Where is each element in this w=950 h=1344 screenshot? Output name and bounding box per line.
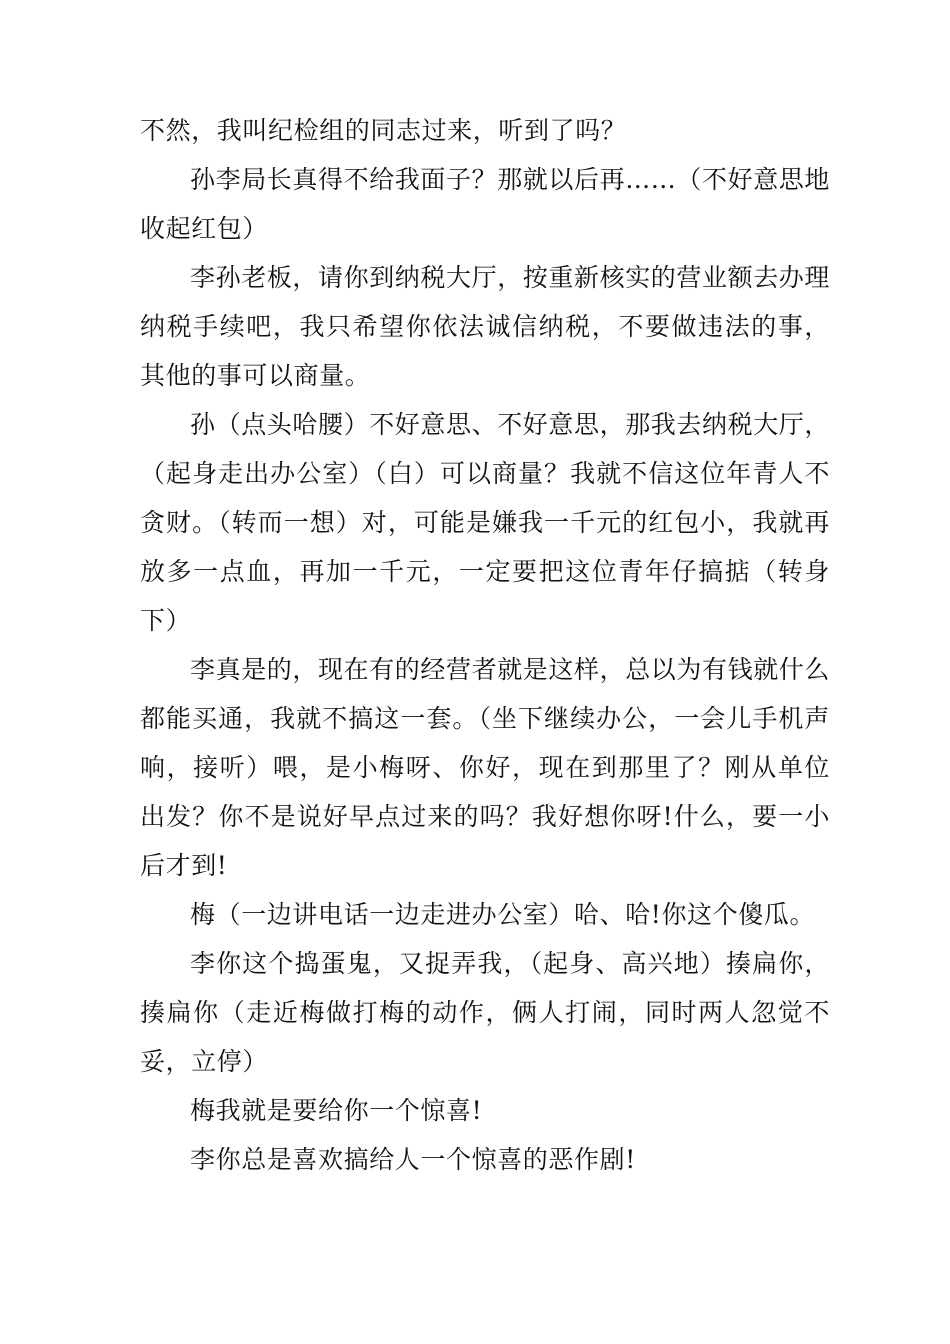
paragraph-6: 梅（一边讲电话一边走进办公室）哈、哈!你这个傻瓜。 [190, 900, 816, 929]
paragraph-8: 梅我就是要给你一个惊喜! [190, 1096, 483, 1125]
paragraph-7: 李你这个捣蛋鬼，又捉弄我，（起身、高兴地）揍扁你，揍扁你（走近梅做打梅的动作，俩人打闹，同时两人忽觉不妥，立停） [140, 949, 830, 1076]
paragraph-5: 李真是的，现在有的经营者就是这样，总以为有钱就什么都能买通，我就不搞这一套。（坐下继续办公，一会儿手机声响，接听）喂，是小梅呀、你好，现在到那里了？刚从单位出发？你不是说好早点过来的吗？我好想你呀!什么，要一小后才到! [140, 655, 831, 880]
document-page [140, 106, 830, 1184]
paragraph-2: 孙李局长真得不给我面子？那就以后再……（不好意思地收起红包） [140, 165, 831, 243]
paragraph-1: 不然，我叫纪检组的同志过来，听到了吗？ [140, 116, 627, 145]
paragraph-4: 孙（点头哈腰）不好意思、不好意思，那我去纳税大厅，（起身走出办公室）（白）可以商量？我就不信这位年青人不贪财。（转而一想）对，可能是嫌我一千元的红包小，我就再放多一点血，再加一千元，一定要把这位青年仔搞掂（转身下） [140, 410, 831, 635]
paragraph-3: 李孙老板，请你到纳税大厅，按重新核实的营业额去办理纳税手续吧，我只希望你依法诚信纳税，不要做违法的事，其他的事可以商量。 [140, 263, 831, 390]
paragraph-9: 李你总是喜欢搞给人一个惊喜的恶作剧! [190, 1145, 636, 1174]
